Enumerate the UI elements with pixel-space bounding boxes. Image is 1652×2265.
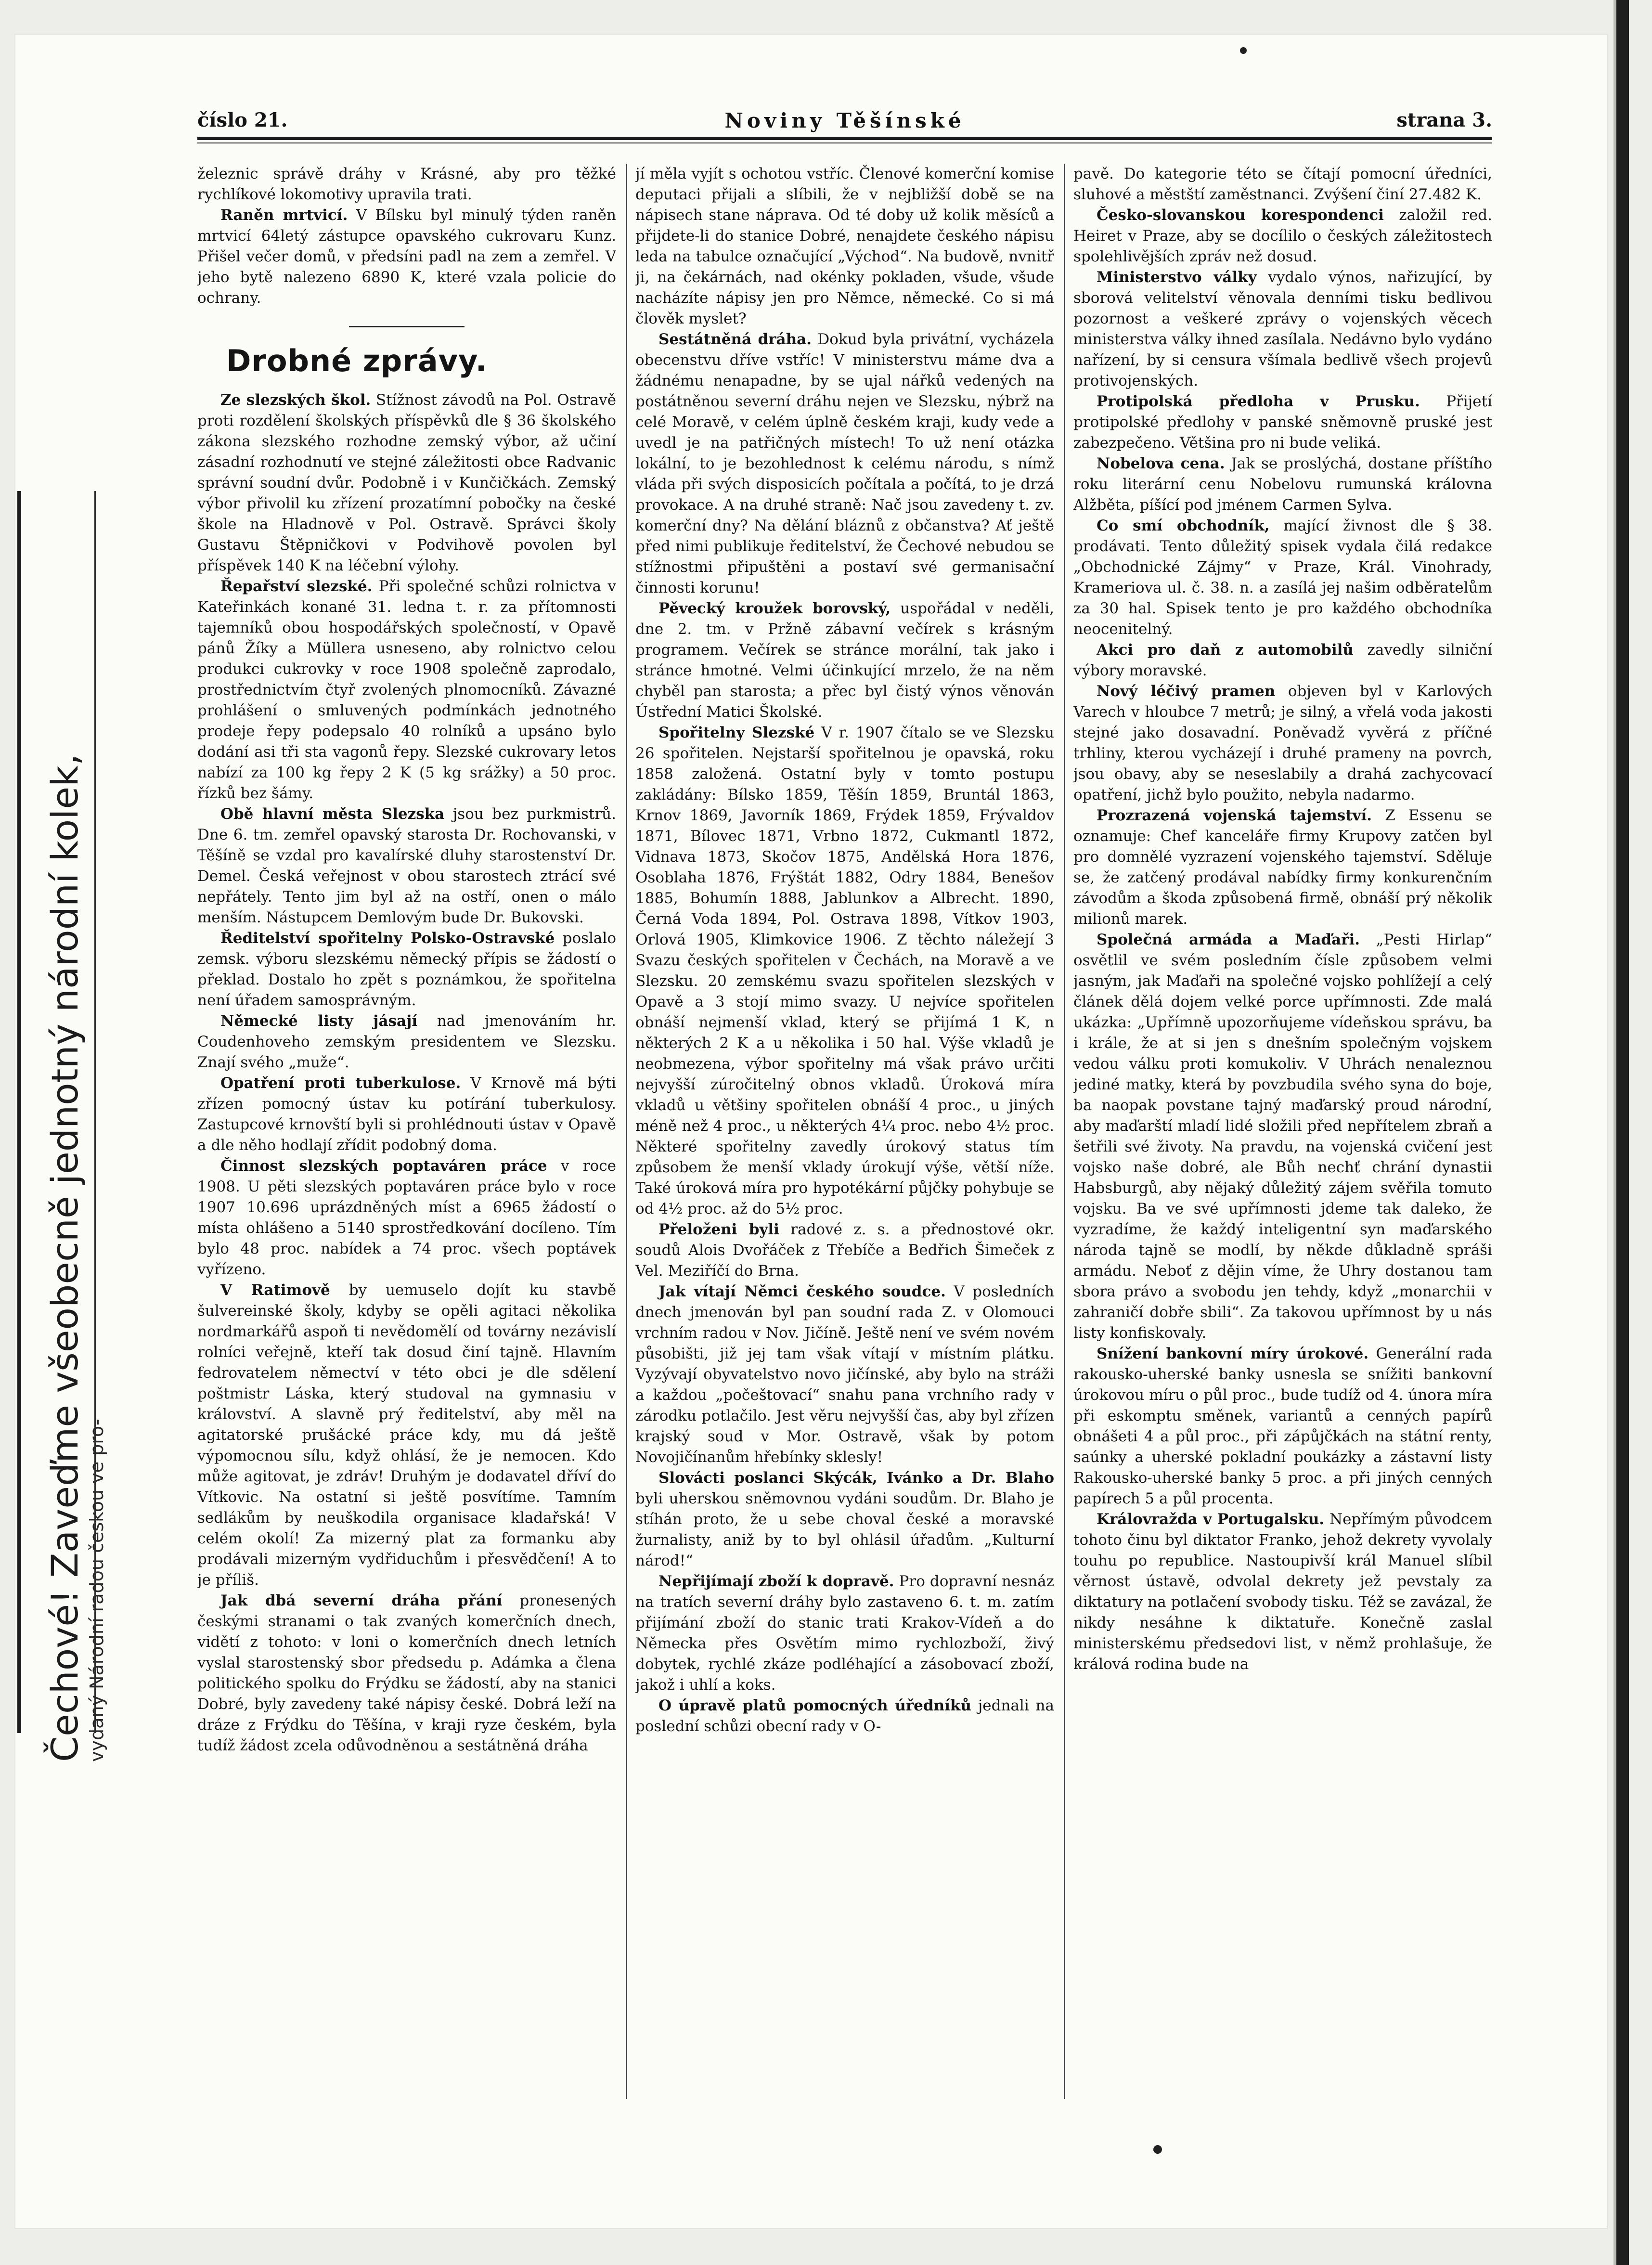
article-body: Při společné schůzi rolnictva v Kateřinkách konané 31. ledna t. r. za přítomnosti tajemníků obou hospodářských společností, v Opavě pánů Žíky a Müllera usneseno, aby rolnictvo celou produkci cukrovky v roce 1908 společně zaprodalo, prostřednictvím čtyř zvolených plnomocníků. Závazné prohlášení o smluvených podmínkách jednotného prodeje řepy podepsalo 40 rolníků a upsáno bylo dodání asi tři sta vagonů řepy. Slezské cukrovary letos nabízí za 100 kg řepy 2 K (5 kg srážky) a 50 proc. řízků bez šámy. [197,578,616,802]
article-title: Královražda v Portugalsku. [1097,1511,1325,1528]
article-title: Nepřijímají zboží k dopravě. [658,1573,894,1590]
article-title: Prozrazená vojenská tajemství. [1097,807,1372,824]
article-body: mající živnost dle § 38. prodávati. Tento důležitý spisek vydala čilá redakce „Obchodnické Zájmy“ v Praze, Král. Vinohrady, Krameriova ul. č. 38. n. a zasílá jej našim odběratelům za 30 hal. Spisek tento je pro každého obchodníka neocenitelný. [1073,517,1492,638]
article [197,205,616,309]
article-body: Dokud byla privátní, vycházela obecenstvu dříve vstříc! V ministerstvu máme dva a žádnému nenapadne, by se ujal nářků vedených na postátněnou severní dráhu nejen ve Slezsku, nýbrž na celé Moravě, v celém úplně českém kraji, kudy vede a uvedl je na patřičných místech! To už není otázka lokální, to je bezohlednost k celému národu, s nímž vláda při svých disposicích počítala a počítá, to je drzá provokace. A na druhé straně: Nač jsou zavedeny t. zv. komerční dny? Na dělání bláznů z občanstva? Ať ještě před nimi publikuje ředitelství, že Čechové nebudou se stížnostmi připuštěni a postaví své germanisační činnosti korunu! [635,331,1054,596]
article-title: Jak dbá severní dráha přání [220,1592,503,1609]
article-title: Opatření proti tuberkulose. [220,1074,461,1092]
article [635,723,1054,1219]
article-body: pronesených českými stranami o tak zvaných komerčních dnech, vidětí z tohoto: v loni o komerčních dnech letních vyslal starostenský sbor předsedu p. Adámka a člena politického spolku do Frýdku se žádostí, aby na stanici Dobré, byly zavedeny také nápisy české. Dobrá leží na dráze z Frýdku do Těšína, v kraji ryze českém, byla tudíž žádost zcela odůvodněnou a sestátněná dráha [197,1592,616,1754]
article-body: Z Essenu se oznamuje: Chef kanceláře firmy Krupovy zatčen byl pro domnělé vyzrazení vojenského tajemství. Sděluje se, že zatčený prodával nabídky firmy konkurenčním závodům a škoda způsobená firmě, obnáší prý několik milionů marek. [1073,807,1492,928]
article-body: „Pesti Hirlap“ osvětlil ve svém posledním čísle způsobem velmi jasným, jak Maďaři na společné vojsko pohlížejí a celý článek dělá dojem velké porce upřímnosti. Zde malá ukázka: „Upřímně upozorňujeme vídeňskou správu, ba i krále, že at si jen s dnešním společným vojskem vedou válku proti komukoliv. V Uhrách nenaleznou jediné matky, která by povzbudila svého syna do boje, ba naopak povstane tajný maďarský proud národní, aby maďarští mladí lidé složili před nepřítelem zbraň a šetřili své životy. Na pravdu, na vojenská cvičení jest vojsko naše dobré, ale Bůh nechť chrání dynastii Habsburgů, aby nějaký důležitý zájem svěřila tomuto vojsku. Ba ve své upřímnosti jdeme tak daleko, že vyzradíme, že každý inteligentní syn maďarského národa tajně se modlí, by někde důkladně spráši armádu. Neboť z dějin víme, že Uhry dostanou tam sbora právo a svobodu jen tehdy, když „monarchii v zahraničí dobře sbili“. Za takovou upřímnost by u nás listy konfiskovaly. [1073,931,1492,1342]
ink-speck [1153,2145,1162,2154]
article-title: Spořitelny Slezské [658,724,815,741]
article-body: vydalo výnos, nařizující, by sborová velitelství věnovala denními tisku bedlivou pozornost a veškeré zprávy o vojenských věcech ministerstva války ihned zasílala. Nedávno bylo vydáno nařízení, by si censura všímala bedlivě všech projevů protivojenských. [1073,269,1492,389]
article [197,1011,616,1073]
article-body: uspořádal v neděli, dne 2. tm. v Pržně zábavní večírek s krásným programem. Večírek se stránce morální, tak jako i stránce hmotné. Velmi účinkující mrzelo, že na něm chyběl pan starosta; a přec byl čistý výnos věnován Ústřední Matici Školské. [635,600,1054,721]
article-title: Přeloženi byli [658,1221,779,1238]
column-3 [1073,164,1492,2099]
article-title: Ředitelství spořitelny Polsko-Ostravské [220,930,555,947]
article-body: Stížnost závodů na Pol. Ostravě proti rozdělení školských příspěvků dle § 36 školského zákona slezského rozhodne zemský výbor, až učiní zásadní rozhodnutí ve stejné záležitosti obce Radvanic správní soudní dvůr. Podobně i v Kunčičkách. Zemský výbor přivolil ku zřízení prozatímní pobočky na české škole na Hladnově v Pol. Ostravě. Správci školy Gustavu Štěpničkovi v Podvihově povolen byl příspěvek 140 K na léčební výlohy. [197,391,616,574]
header-rule-thin [197,142,1492,143]
article-body: V r. 1907 čítalo se ve Slezsku 26 spořitelen. Nejstarší spořitelnou je opavská, roku 1858 založená. Ostatní byly v tomto postupu zakládány: Bílsko 1859, Těšín 1859, Bruntál 1863, Krnov 1869, Javorník 1869, Frýdek 1859, Frývaldov 1871, Bílovec 1871, Vrbno 1872, Cukmantl 1872, Vidnava 1873, Skočov 1875, Andělská Hora 1876, Osoblaha 1876, Frýštát 1882, Odry 1884, Benešov 1885, Bohumín 1888, Jablunkov a Albrecht. 1890, Černá Voda 1894, Pol. Ostrava 1898, Vítkov 1903, Orlová 1905, Klimkovice 1906. Z těchto náležejí 3 Svazu českých spořitelen v Čechách, na Moravě a ve Slezsku. 20 zemskému svazu spořitelen slezských v Opavě a 3 stojí mimo svazy. U nejvíce spořitelen obnáší nejmenší vklad, který se přijímá 1 K, n některých 2 K a u několika i 50 hal. Výše vkladů je neobmezena, výbor spořitelny má však právo určiti nejvyšší zúročitelný obnos vkladů. Úroková míra vkladů u většiny spořitelen obnáší 4 proc., u jiných méně než 4 proc., u některých 4¼ proc. nebo 4½ proc. Některé spořitelny zavedly úrokový status tím způsobem že menší vklady úrokují výše, větší níže. Také úroková míra pro hypotékární půjčky pohybuje se od 4½ proc. až do 5½ proc. [635,724,1054,1217]
article [1073,391,1492,453]
article-body: V posledních dnech jmenován byl pan soudní rada Z. v Olomouci vrchním radou v Nov. Jičíně. Ještě není ve svém novém působišti, již jej tam však vítají v místním plátku. Vyzývají obyvatelstvo novo jičínské, aby bylo na stráži a každou „počeštovací“ snahu pana vrchního rady v zárodku potlačilo. Jest věru nejvyšší čas, aby byl zřízen krajský soud v Mor. Ostravě, však by potom Novojičínanům hřebínky sklesly! [635,1283,1054,1466]
article-body: Jak se proslýchá, dostane příštího roku literární cenu Nobelovu rumunská královna Alžběta, píšící pod jménem Carmen Sylva. [1073,455,1492,514]
article [197,390,616,576]
article [197,804,616,928]
column-2 [635,164,1054,2099]
article-continuation: železnic správě dráhy v Krásné, aby pro těžké rychlíkové lokomotivy upravila trati. [197,165,616,203]
article-body: v roce 1908. U pěti slezských poptaváren práce bylo v roce 1907 10.696 uprázdněných míst a 6965 žádostí o místa ohlášeno a 5140 sprostředkování docíleno. Tím bylo 48 proc. nabídek a 74 proc. všech poptávek vyřízeno. [197,1157,616,1278]
article [635,329,1054,598]
article-continuation: jí měla vyjít s ochotou vstříc. Členové komerční komise deputaci přijali a slíbili, že v nejbližší době se na nápisech stane náprava. Od té doby už kolik měsíců a přijdete-li do stanice Dobré, nenajdete českého nápisu leda na tabulce označující „Východ“. Na budově, nvnitř ji, na čekárnách, nad okénky pokladen, všude, všude nacházíte nápisy jen pro Němce, německé. Co si má člověk myslet? [635,165,1054,327]
article-body: nad jmenováním hr. Coudenhoveho zemským presidentem ve Slezsku. Znají svého „muže“. [197,1012,616,1071]
article-title: O úpravě platů pomocných úředníků [658,1697,971,1714]
article-body: založil red. Heiret v Praze, aby se docílilo o českých záležitostech spolehlivějších zpráv než dosud. [1073,207,1492,265]
article-body: objeven byl v Karlových Varech v hloubce 7 metrů; je silný, a vřelá voda jakosti stejné jako dosavadní. Poněvadž vyvěrá z příčné trhliny, kterou vycházejí i druhé prameny na povrch, jsou obavy, aby se neseslabily a drahá zachycovací opatření, jichž bylo použito, nebyla nadarmo. [1073,683,1492,803]
column-rule [626,164,627,2099]
article-title: Co smí obchodník, [1097,517,1270,534]
article-title: Snížení bankovní míry úrokové. [1097,1345,1369,1362]
article-body: zavedly silniční výbory moravské. [1073,641,1492,679]
article-body: poslalo zemsk. výboru slezskému německý přípis se žádostí o překlad. Dostalo ho zpět s poznámkou, že spořitelna není úřadem samosprávným. [197,930,616,1009]
section-title: Drobné zprávy. [226,343,488,378]
article [635,1281,1054,1468]
article-title: Činnost slezských poptaváren práce [220,1157,547,1175]
article-title: V Ratimově [220,1281,330,1299]
article-title: Ministerstvo války [1097,269,1257,286]
margin-slogan: Čechové! Zaveďme všeobecně jednotný národní kolek, [43,753,86,1762]
article [635,1219,1054,1281]
article-body: Pro dopravní nesnáz na tratích severní dráhy bylo zastaveno 6. t. m. zatím přijímání zboží do stanic trati Krakov-Vídeň a do Německa přes Osvětím mimo rychlozboží, živý dobytek, rychlé zkáze podléhající a zásobovací zboží, jakož i uhlí a koks. [635,1573,1054,1694]
ink-speck [1240,47,1247,54]
article [635,1696,1054,1737]
article-body: radové z. s. a přednostové okr. soudů Alois Dvořáček z Třebíče a Bedřich Šimeček z Vel. Meziříčí do Brna. [635,1221,1054,1280]
article [635,1571,1054,1696]
article [197,1156,616,1280]
article-title: Slovácti poslanci Skýcák, Ivánko a Dr. Blaho [658,1469,1054,1487]
article-title: Nový léčivý pramen [1097,683,1276,700]
divider [349,326,465,327]
article-title: Pěvecký kroužek borovský, [658,600,891,617]
article [635,598,1054,723]
article-title: Řepařství slezské. [220,578,373,595]
article-title: Česko-slovanskou korespondenci [1097,207,1384,224]
column-rule [1064,164,1065,2099]
article [1073,681,1492,805]
article [1073,267,1492,391]
scan-edge-inner [1613,0,1616,2265]
article [197,1073,616,1156]
article-title: Obě hlavní města Slezska [220,805,445,823]
article-title: Společná armáda a Maďaři. [1097,931,1360,948]
article [1073,930,1492,1344]
article-title: Nobelova cena. [1097,455,1225,472]
article-title: Německé listy jásají [220,1012,418,1030]
article [197,1280,616,1591]
margin-bar [17,491,21,1733]
article-body: Nepřímým původcem tohoto činu byl diktator Franko, jehož dekrety vyvolaly touhu po republice. Nastoupivší král Manuel slíbil věrnost ústavě, odvolal dekrety jež pevstaly za diktatury na potlačení svobody tisku. Též se zavázal, že nikdy nesáhne k diktatuře. Konečně zaslal ministerskému předsedovi list, v němž prohlašuje, že králová rodina bude na [1073,1511,1492,1673]
column-1 [197,164,616,2099]
article-continuation: pavě. Do kategorie této se čítají pomocní úředníci, sluhové a městští zaměstnanci. Zvýšení činí 27.482 K. [1073,165,1492,203]
margin-slogan-note: vydaný Národní radou českou ve pro- [86,1419,107,1762]
article-body: jednali na poslední schůzi obecní rady v O- [635,1697,1054,1735]
article [1073,640,1492,681]
article [197,1591,616,1756]
article [635,1468,1054,1571]
article [1073,205,1492,267]
header-rule [197,137,1492,140]
article-title: Ze slezských škol. [220,391,371,409]
article-body: V Bílsku byl minulý týden raněn mrtvicí 64letý zástupce opavského cukrovaru Kunz. Přišel večer domů, v předsíni padl na zem a zemřel. V jeho bytě nalezeno 6890 K, které vzala policie do ochrany. [197,207,616,307]
article-title: Protipolská předloha v Prusku. [1097,393,1420,410]
scan-edge [1616,0,1629,2265]
article [1073,453,1492,516]
newspaper-title: Noviny Těšínské [724,109,965,132]
article-body: by uemuselo dojít ku stavbě šulvereinské školy, kdyby se opěli agitaci několika nordmarkářů aspoň ti nevědomělí od továrny nezávislí rolníci veřejně, kteří tak dosud činí tajně. Hlavním fedrovatelem němectví v této obci je dle sdělení poštmistr Láska, který studoval na gymnasiu v království. A slavně prý ředitelství, aby měl na agitatorské prušácké práce kdy, mu dá ještě výpomocnou sílu, když ohlásí, že je nemocen. Kdo může agitovat, je zdráv! Druhým je dodavatel dříví do Vítkovic. Na ostatní si ještě posvítíme. Tamním sedlákům by neuškodila organisace kladařská! V celém okolí! Za mizerný plat za formanku aby prodávali mizerným vydřiduchům i přesvědčení! A to je příliš. [197,1281,616,1589]
article-title: Jak vítají Němci českého soudce. [658,1283,946,1300]
article-body: jsou bez purkmistrů. Dne 6. tm. zemřel opavský starosta Dr. Rochovanski, v Těšíně se vzdal pro kavalírské dluhy starostenství Dr. Demel. Česká veřejnost v obou starostech ztrácí své nepřátely. Tento jim byl až na ostří, onen o málo menším. Nástupcem Demlovým bude Dr. Bukovski. [197,805,616,926]
article-body: byli uherskou sněmovnou vydáni soudům. Dr. Blaho je stíhán proto, že u sebe choval české a moravské žurnalisty, aniž by to byl ohlásil úřadům. „Kulturní národ!“ [635,1490,1054,1569]
article-title: Akci pro daň z automobilů [1097,641,1354,659]
article [1073,1344,1492,1509]
article-title: Raněn mrtvicí. [220,207,348,224]
article [197,576,616,804]
article-body: Generální rada rakousko-uherské banky usnesla se snížiti bankovní úrokovou míru o půl proc., bude tudíž od 4. února míra při eskomptu směnek, variantů a cenných papírů obnášeti 4 a půl proc., při zápůjčkách na státní renty, saúnky a uherské pokladní poukázky a zástavní listy Rakousko-uherské banky 5 proc. a při jiných cenných papírech 5 a půl procenta. [1073,1345,1492,1507]
article [197,928,616,1011]
article-body: Přijetí protipolské předlohy v panské sněmovně pruské jest zabezpečeno. Většina pro ni bude veliká. [1073,393,1492,452]
article [1073,516,1492,640]
article-title: Sestátněná dráha. [658,331,812,348]
page-number: strana 3. [1396,109,1492,131]
issue-number: číslo 21. [197,109,288,131]
article-body: V Krnově má býti zřízen pomocný ústav ku potírání tuberkulosy. Zastupcové krnovští byli si prohlédnouti ústav v Opavě a dle něho hodlají zřídit podobný doma. [197,1074,616,1154]
article [1073,1509,1492,1675]
article [1073,805,1492,930]
